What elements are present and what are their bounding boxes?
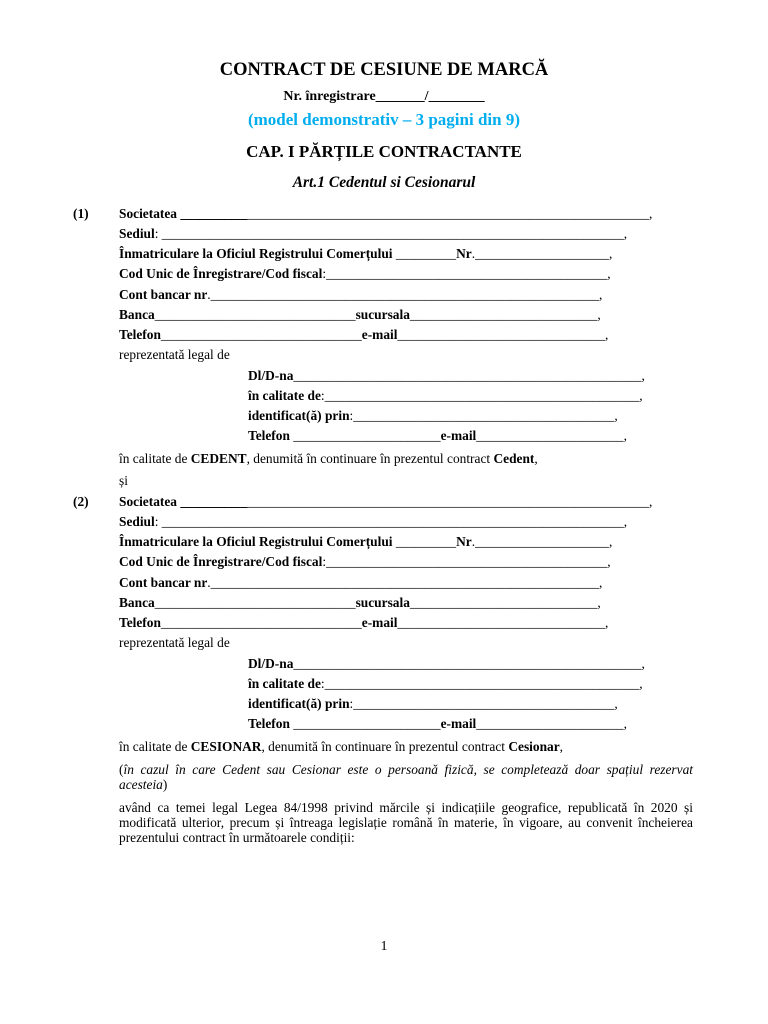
field-blank[interactable]: .____________________, [471,246,613,261]
role-text: în calitate de [119,451,191,466]
field-label: Cont bancar nr [119,287,208,302]
field-blank[interactable]: : _____________________________________________________________________, [154,226,628,241]
field-label: e-mail [361,615,398,630]
field-blank[interactable]: _________ [392,246,457,261]
note-text: în cazul în care Cedent sau Cesionar este o persoană fizică, se completează doar spațiul rezervat acesteia [119,762,693,792]
onrc-line [119,246,612,262]
legal-basis-paragraph: având ca temei legal Legea 84/1998 privind mărcile și indicațiile geografice, republicată în 2020 și modificată ulterior, precum și întreaga legislație română în materie, în vigoare, au convenit încheierea prezentului contract în următoarele condiții: [119,800,693,845]
field-blank[interactable]: :_______________________________________, [349,696,618,711]
role-short-name: Cedent [493,451,535,466]
field-blank[interactable]: ______________________________ [154,307,356,322]
telefon-line [119,615,608,631]
role-text: , [559,739,564,754]
identificat-line [248,408,618,424]
field-label: Cont bancar nr [119,575,208,590]
identificat-line [248,696,618,712]
cui-line [119,554,611,570]
person-note [119,762,693,792]
field-label: Telefon [119,327,161,342]
field-label: Banca [119,595,155,610]
calitate-line [248,676,643,692]
dl-line [248,368,645,384]
note-paren: ( [119,762,124,777]
field-label: Telefon [248,428,290,443]
field-label: Dl/D-na [248,656,294,671]
banca-line [119,307,601,323]
field-blank[interactable]: ______________________ [289,716,441,731]
banca-line [119,595,601,611]
field-label: Înmatriculare la Oficiul Registrului Comerțului [119,534,393,549]
field-blank[interactable]: __________ [177,206,248,221]
field-blank[interactable]: :__________________________________________, [322,266,611,281]
field-label: Nr [456,246,472,261]
field-blank[interactable]: ____________________________________________________, [293,656,645,671]
role-text: în calitate de [119,739,191,754]
field-label: e-mail [440,428,477,443]
representative-telefon-line [248,716,627,732]
field-label: Banca [119,307,155,322]
field-label: în calitate de [248,676,321,691]
role-line [119,451,538,467]
field-blank[interactable]: ____________________________________________________________, [247,206,653,221]
field-blank[interactable]: .____________________, [471,534,613,549]
party-number: (1) [73,206,89,221]
field-blank[interactable]: :_______________________________________________, [320,676,643,691]
cont-bancar-line [119,575,602,591]
onrc-line [119,534,612,550]
field-blank[interactable]: ______________________________ [160,327,362,342]
and-word: și [119,473,128,488]
contract-title: CONTRACT DE CESIUNE DE MARCĂ [219,60,549,80]
field-label: sucursala [355,307,410,322]
field-label: e-mail [440,716,477,731]
representative-intro: reprezentată legal de [119,347,230,362]
role-line [119,739,563,755]
field-blank[interactable]: _______________________________, [397,615,609,630]
role-short-name: Cesionar [508,739,560,754]
cui-line [119,266,611,282]
representative-intro: reprezentată legal de [119,635,230,650]
dl-line [248,656,645,672]
field-blank[interactable]: ______________________, [476,428,627,443]
field-blank[interactable]: ____________________________________________________________, [247,494,653,509]
role-text: , denumită în continuare în prezentul contract [246,451,494,466]
field-label: sucursala [355,595,410,610]
field-blank[interactable]: .__________________________________________________________, [207,575,603,590]
field-label: Sediul [119,226,155,241]
article-title: Art.1 Cedentul si Cesionarul [292,174,476,191]
sediul-line [119,514,627,530]
field-label: Sediul [119,514,155,529]
field-blank[interactable]: ______________________________ [160,615,362,630]
societatea-line [119,206,652,222]
page-number: 1 [380,939,388,954]
field-label: e-mail [361,327,398,342]
representative-telefon-line [248,428,627,444]
field-blank[interactable]: ______________________, [476,716,627,731]
field-label: în calitate de [248,388,321,403]
field-blank[interactable]: :_______________________________________, [349,408,618,423]
field-label: Telefon [119,615,161,630]
field-blank[interactable]: : _____________________________________________________________________, [154,514,628,529]
registration-number: Nr. înregistrare_______/________ [283,89,485,104]
field-label: Cod Unic de Înregistrare/Cod fiscal [119,554,323,569]
field-label: Dl/D-na [248,368,294,383]
field-blank[interactable]: _______________________________, [397,327,609,342]
field-label: Societatea [119,206,178,221]
field-blank[interactable]: __________ [177,494,248,509]
note-paren: ) [162,777,168,792]
role-name: CESIONAR [190,739,262,754]
role-text: , denumită în continuare în prezentul contract [261,739,509,754]
role-name: CEDENT [190,451,247,466]
field-blank[interactable]: ______________________________ [154,595,356,610]
field-label: identificat(ă) prin [248,408,350,423]
telefon-line [119,327,608,343]
chapter-title: CAP. I PĂRȚILE CONTRACTANTE [246,142,522,161]
field-blank[interactable]: ______________________ [289,428,441,443]
field-blank[interactable]: ____________________________________________________, [293,368,645,383]
party-number: (2) [73,494,89,509]
field-blank[interactable]: :_______________________________________________, [320,388,643,403]
calitate-line [248,388,643,404]
field-label: identificat(ă) prin [248,696,350,711]
field-label: Cod Unic de Înregistrare/Cod fiscal [119,266,323,281]
field-label: Nr [456,534,472,549]
field-blank[interactable]: _________ [392,534,457,549]
field-label: Telefon [248,716,290,731]
field-blank[interactable]: ____________________________, [409,307,601,322]
field-label: Societatea [119,494,178,509]
societatea-line [119,494,652,510]
field-blank[interactable]: ____________________________, [409,595,601,610]
cont-bancar-line [119,287,602,303]
field-label: Înmatriculare la Oficiul Registrului Comerțului [119,246,393,261]
field-blank[interactable]: .__________________________________________________________, [207,287,603,302]
sediul-line [119,226,627,242]
role-text: , [534,451,538,466]
field-blank[interactable]: :__________________________________________, [322,554,611,569]
demo-note: (model demonstrativ – 3 pagini din 9) [247,110,521,129]
